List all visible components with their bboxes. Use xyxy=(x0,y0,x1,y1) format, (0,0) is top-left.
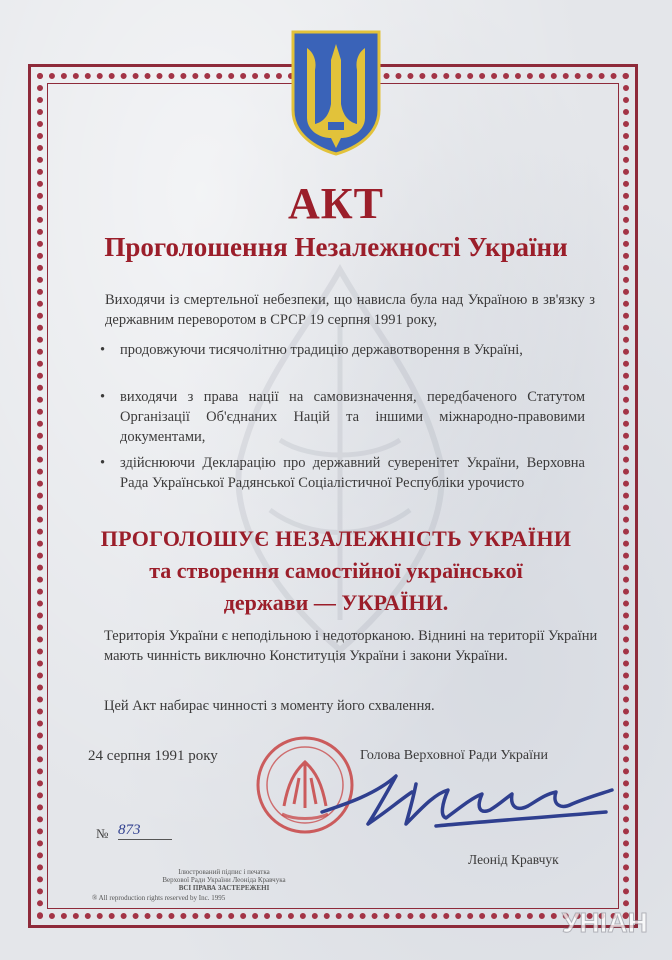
trident-coat-of-arms-icon xyxy=(291,30,381,156)
bullet-text: виходячи з права нації на самовизначення, передбаченого Статутом Організації Об'єднаних Націй та іншими міжнародно-правовими документами, xyxy=(120,389,585,445)
proclamation-line: держави — УКРАЇНИ. xyxy=(223,590,449,615)
bullet-text: здійснюючи Декларацію про державний суверенітет України, Верховна Рада Української Радянської Соціалістичної Республіки урочисто xyxy=(120,455,585,491)
act-heading: АКТ xyxy=(287,179,385,228)
number-label: № xyxy=(96,826,109,841)
signer-title: Голова Верховної Ради України xyxy=(360,748,549,763)
effect-paragraph: Цей Акт набирає чинності з моменту його схвалення. xyxy=(104,698,435,714)
bullet-marker: • xyxy=(100,389,106,405)
agency-logo-watermark xyxy=(560,900,650,940)
intro-paragraph: Виходячи із смертельної небезпеки, що нависла була над Україною в зв'язку з державним переворотом в СРСР 19 серпня 1991 року, xyxy=(105,292,595,328)
bullet-marker: • xyxy=(100,455,106,471)
fine-print-line: ВСІ ПРАВА ЗАСТЕРЕЖЕНІ xyxy=(178,884,270,892)
bullet-text: продовжуючи тисячолітню традицію державотворення в Україні, xyxy=(120,342,523,358)
proclamation-line: ПРОГОЛОШУЄ НЕЗАЛЕЖНІСТЬ УКРАЇНИ xyxy=(100,526,572,551)
act-date: 24 серпня 1991 року xyxy=(88,748,218,764)
signer-name: Леонід Кравчук xyxy=(468,852,559,867)
bullet-marker: • xyxy=(100,342,106,358)
svg-text:УНІАН: УНІАН xyxy=(562,907,648,938)
fine-print-line: ® All reproduction rights reserved by Inc. 1995 xyxy=(92,894,226,902)
territory-paragraph: Територія України є неподільною і недоторканою. Віднині на території України мають чинність виключно Конституція України і закони України. xyxy=(104,628,598,664)
act-subheading: Проголошення Незалежності України xyxy=(104,232,568,262)
serial-number: 873 xyxy=(118,822,172,840)
fine-print-line: Верхової Ради України Леоніда Кравчука xyxy=(162,876,286,884)
proclamation-line: та створення самостійної української xyxy=(149,558,523,583)
fine-print-line: Ілюстрований підпис і печатка xyxy=(178,868,270,876)
handwritten-signature xyxy=(316,764,616,834)
